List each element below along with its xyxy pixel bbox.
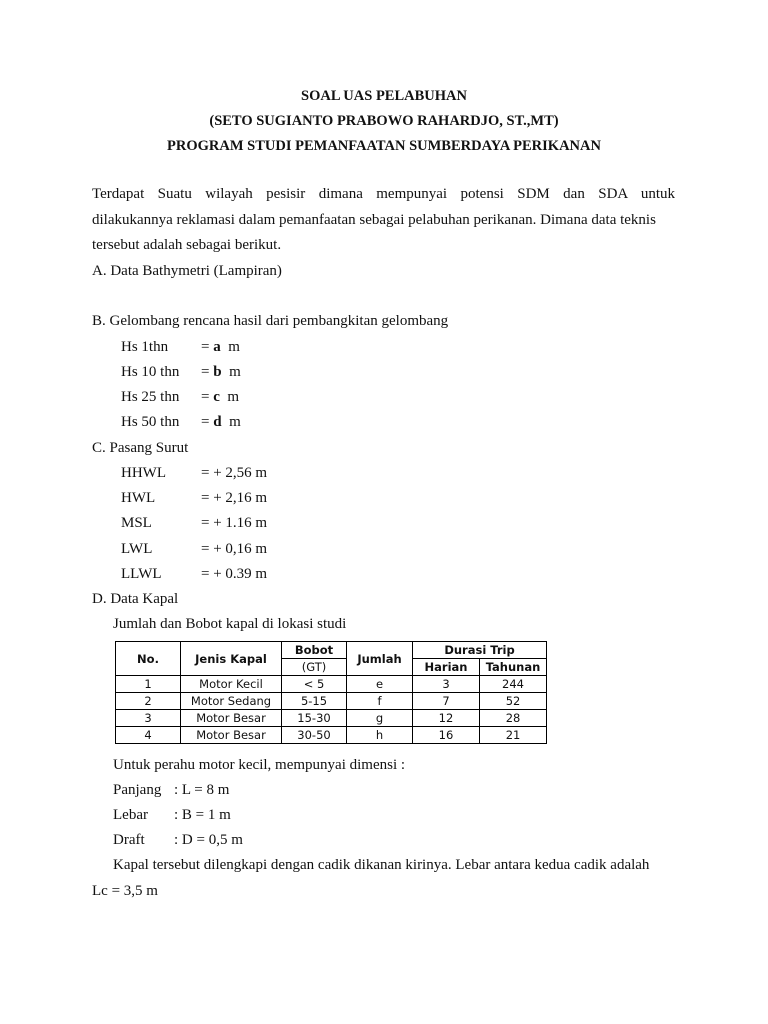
wave-value: = c m bbox=[201, 389, 240, 405]
wave-label: Hs 1thn bbox=[121, 339, 169, 355]
tide-label: LWL bbox=[121, 541, 153, 557]
dimension-intro: Untuk perahu motor kecil, mempunyai dimensi : bbox=[113, 757, 406, 773]
cell-jumlah: h bbox=[347, 727, 413, 744]
cell-no: 2 bbox=[116, 693, 181, 710]
cell-bobot: 15-30 bbox=[282, 710, 347, 727]
tide-label: LLWL bbox=[121, 566, 162, 582]
tide-label: MSL bbox=[121, 515, 152, 531]
cell-bobot: 5-15 bbox=[282, 693, 347, 710]
dimension-value: : D = 0,5 m bbox=[174, 832, 243, 848]
col-header-jenis: Jenis Kapal bbox=[181, 642, 282, 676]
cell-tahunan: 28 bbox=[480, 710, 547, 727]
cell-jumlah: g bbox=[347, 710, 413, 727]
lecturer-name: (SETO SUGIANTO PRABOWO RAHARDJO, ST.,MT) bbox=[209, 113, 559, 129]
section-d-subtitle: Jumlah dan Bobot kapal di lokasi studi bbox=[113, 616, 347, 632]
dimension-value: : L = 8 m bbox=[174, 782, 230, 798]
intro-line-3: tersebut adalah sebagai berikut. bbox=[92, 237, 282, 253]
ship-data-table bbox=[115, 641, 547, 744]
col-header-harian: Harian bbox=[413, 659, 480, 676]
study-program: PROGRAM STUDI PEMANFAATAN SUMBERDAYA PERIKANAN bbox=[167, 138, 601, 154]
cell-tahunan: 244 bbox=[480, 676, 547, 693]
cell-jenis: Motor Kecil bbox=[181, 676, 282, 693]
outrigger-line-1: Kapal tersebut dilengkapi dengan cadik dikanan kirinya. Lebar antara kedua cadik adalah bbox=[113, 857, 650, 873]
cell-bobot: < 5 bbox=[282, 676, 347, 693]
section-a-heading: A. Data Bathymetri (Lampiran) bbox=[92, 263, 282, 279]
cell-jenis: Motor Besar bbox=[181, 727, 282, 744]
wave-value: = b m bbox=[201, 364, 241, 380]
dimension-value: : B = 1 m bbox=[174, 807, 231, 823]
table-row bbox=[116, 710, 547, 727]
tide-value: = + 1.16 m bbox=[201, 515, 268, 531]
dimension-label: Lebar bbox=[113, 807, 148, 823]
dimension-label: Draft bbox=[113, 832, 145, 848]
cell-jenis: Motor Besar bbox=[181, 710, 282, 727]
col-header-jumlah: Jumlah bbox=[347, 642, 413, 676]
cell-bobot: 30-50 bbox=[282, 727, 347, 744]
cell-tahunan: 52 bbox=[480, 693, 547, 710]
cell-no: 4 bbox=[116, 727, 181, 744]
cell-jumlah: f bbox=[347, 693, 413, 710]
dimension-label: Panjang bbox=[113, 782, 162, 798]
cell-tahunan: 21 bbox=[480, 727, 547, 744]
table-row bbox=[116, 676, 547, 693]
tide-label: HWL bbox=[121, 490, 156, 506]
wave-label: Hs 50 thn bbox=[121, 414, 180, 430]
tide-value: = + 0.39 m bbox=[201, 566, 268, 582]
cell-no: 3 bbox=[116, 710, 181, 727]
wave-label: Hs 10 thn bbox=[121, 364, 180, 380]
col-header-bobot: Bobot bbox=[282, 642, 347, 659]
tide-label: HHWL bbox=[121, 465, 166, 481]
cell-jenis: Motor Sedang bbox=[181, 693, 282, 710]
document-title: SOAL UAS PELABUHAN bbox=[301, 88, 467, 104]
cell-no: 1 bbox=[116, 676, 181, 693]
section-c-heading: C. Pasang Surut bbox=[92, 440, 189, 456]
tide-value: = + 0,16 m bbox=[201, 541, 268, 557]
intro-line-1: Terdapat Suatu wilayah pesisir dimana mempunyai potensi SDM dan SDA untuk bbox=[92, 186, 675, 202]
tide-value: = + 2,16 m bbox=[201, 490, 268, 506]
cell-harian: 12 bbox=[413, 710, 480, 727]
col-header-no: No. bbox=[116, 642, 181, 676]
col-header-gt: (GT) bbox=[282, 659, 347, 676]
table-row bbox=[116, 693, 547, 710]
section-b-heading: B. Gelombang rencana hasil dari pembangkitan gelombang bbox=[92, 313, 449, 329]
section-d-heading: D. Data Kapal bbox=[92, 591, 179, 607]
wave-value: = a m bbox=[201, 339, 240, 355]
intro-line-2: dilakukannya reklamasi dalam pemanfaatan sebagai pelabuhan perikanan. Dimana data teknis bbox=[92, 212, 656, 228]
col-header-tahunan: Tahunan bbox=[480, 659, 547, 676]
cell-jumlah: e bbox=[347, 676, 413, 693]
cell-harian: 3 bbox=[413, 676, 480, 693]
outrigger-line-2: Lc = 3,5 m bbox=[92, 883, 158, 899]
wave-label: Hs 25 thn bbox=[121, 389, 180, 405]
cell-harian: 16 bbox=[413, 727, 480, 744]
cell-harian: 7 bbox=[413, 693, 480, 710]
table-row bbox=[116, 727, 547, 744]
wave-value: = d m bbox=[201, 414, 241, 430]
col-header-durasi: Durasi Trip bbox=[413, 642, 547, 659]
tide-value: = + 2,56 m bbox=[201, 465, 268, 481]
